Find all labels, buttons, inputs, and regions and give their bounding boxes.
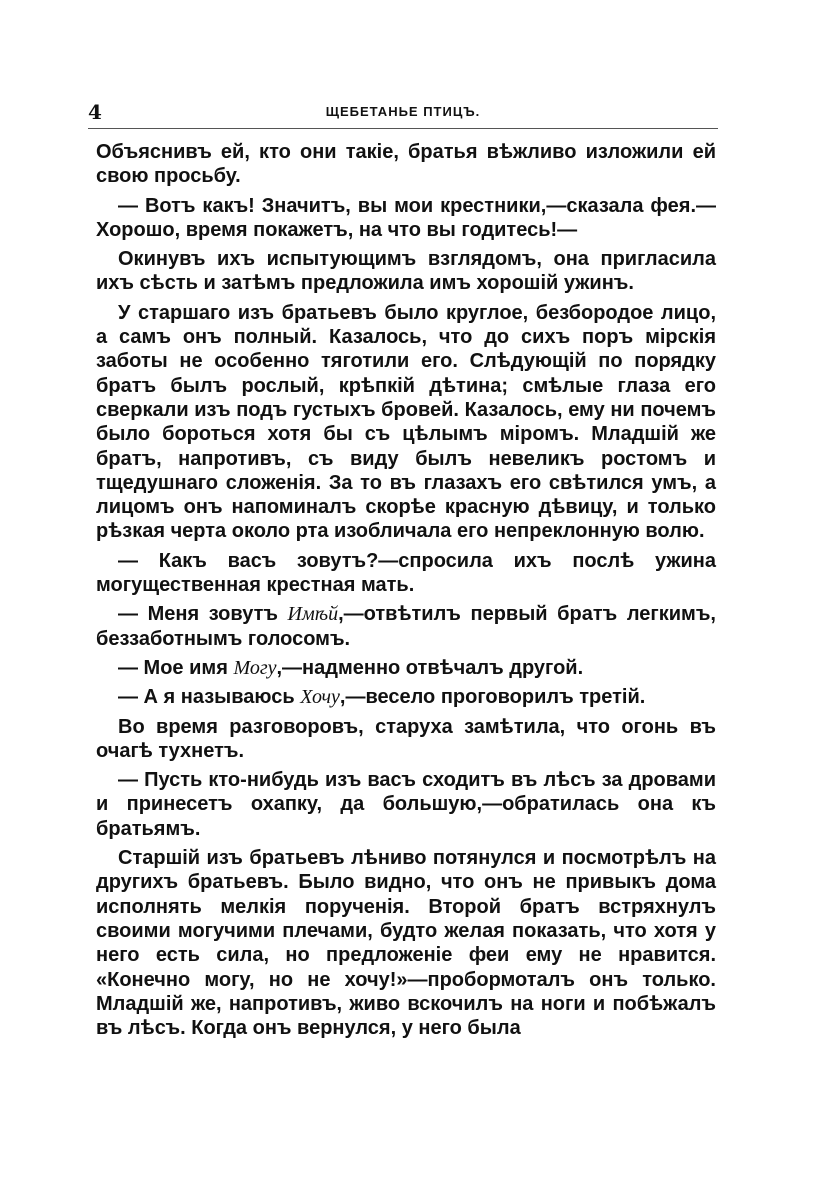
page-header bbox=[88, 100, 718, 130]
paragraph: Окинувъ ихъ испытующимъ взглядомъ, она пригласила ихъ сѣсть и затѣмъ предложила имъ хорошій ужинъ. bbox=[96, 248, 716, 295]
paragraph bbox=[96, 656, 716, 680]
paragraph-text: ,—надменно отвѣчалъ другой. bbox=[276, 656, 584, 679]
paragraph bbox=[96, 685, 716, 709]
body-text bbox=[96, 140, 716, 1045]
paragraph: У старшаго изъ братьевъ было круглое, безбородое лицо, а самъ онъ полный. Казалось, что до сихъ поръ мірскія заботы не особенно тяготили его. Слѣдующій по порядку братъ былъ рослый, крѣпкій дѣтина; смѣлые глаза его сверкали изъ подъ густыхъ бровей. Казалось, ему ни почемъ было бороться хотя бы съ цѣлымъ міромъ. Младшій же братъ, напротивъ, съ виду былъ невеликъ ростомъ и тщедушнаго сложенія. За то въ глазахъ его свѣтился умъ, а лицомъ онъ напоминалъ скорѣе красную дѣвицу, и только рѣзкая черта около рта изобличала его непреклонную волю. bbox=[96, 301, 716, 543]
running-title: ЩЕБЕТАНЬЕ ПТИЦЪ. bbox=[325, 104, 481, 119]
italic-name: Хочу bbox=[300, 686, 340, 709]
paragraph: — Пусть кто-нибудь изъ васъ сходитъ въ лѣсъ за дровами и принесетъ охапку, да большую,—обратилась она къ братьямъ. bbox=[96, 769, 716, 840]
header-rule bbox=[88, 128, 718, 129]
paragraph-text: ,—весело проговорилъ третій. bbox=[339, 686, 646, 709]
paragraph: Во время разговоровъ, старуха замѣтила, что огонь въ очагѣ тухнетъ. bbox=[96, 715, 716, 762]
paragraph: — Какъ васъ зовутъ?—спросила ихъ послѣ ужина могущественная крестная мать. bbox=[96, 549, 716, 597]
paragraph bbox=[96, 602, 716, 651]
page-number: 4 bbox=[88, 100, 102, 124]
italic-name: Имѣй bbox=[287, 603, 339, 626]
paragraph-text: — Меня зовутъ bbox=[118, 603, 288, 626]
paragraph: — Вотъ какъ! Значитъ, вы мои крестники,—сказала фея.— Хорошо, время покажетъ, на что вы годитесь!— bbox=[96, 194, 716, 241]
paragraph-text: — А я называюсь bbox=[118, 686, 301, 709]
paragraph-text: ,—отвѣтилъ первый братъ легкимъ, беззаботнымъ голосомъ. bbox=[96, 603, 716, 650]
paragraph: Объяснивъ ей, кто они такіе, братья вѣжливо изложили ей свою просьбу. bbox=[96, 141, 716, 188]
paragraph-text: — Мое имя bbox=[118, 656, 234, 679]
italic-name: Могу bbox=[233, 656, 277, 679]
paragraph: Старшій изъ братьевъ лѣниво потянулся и посмотрѣлъ на другихъ братьевъ. Было видно, что онъ не привыкъ дома исполнять мелкія порученія. Второй братъ встряхнулъ своими могучими плечами, будто желая показать, что хотя у него есть сила, но предложеніе феи ему не нравится. «Конечно могу, но не хочу!»—пробормоталъ онъ только. Младшій же, напротивъ, живо вскочилъ на ноги и побѣжалъ въ лѣсъ. Когда онъ вернулся, у него была bbox=[96, 847, 716, 1040]
